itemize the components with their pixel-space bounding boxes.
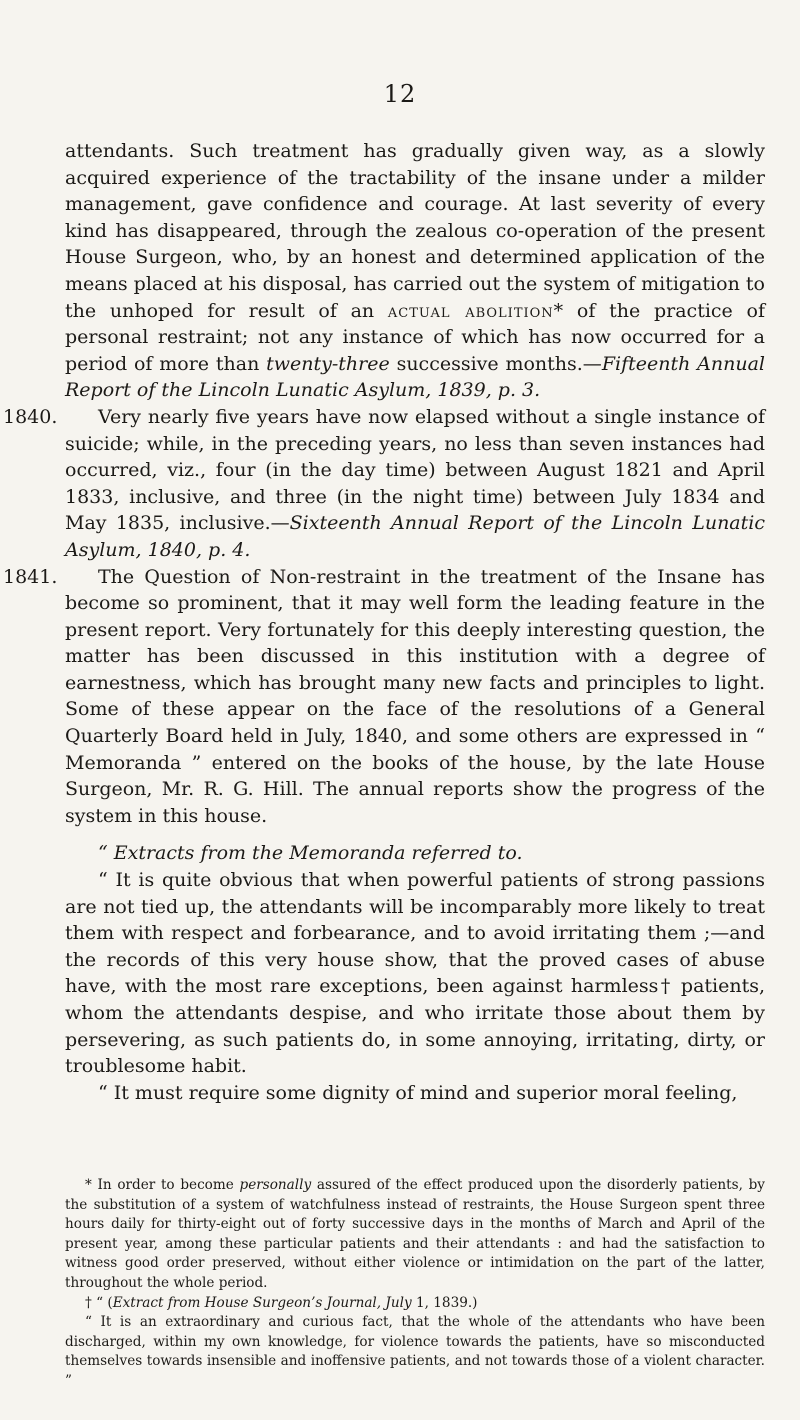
p2-text: Very nearly five years have now elapsed without a single instance of suicide; while, in the preceding years, no less than seven instances had occurred, viz., four (in the day time) between August 1821 and April 1833, inclusive, and three (in the night time) between July 1834 and May 1835, inclusive.— bbox=[65, 405, 765, 535]
fn1-emphasis: personally bbox=[239, 1177, 312, 1193]
main-text bbox=[3, 138, 766, 1106]
actual-abolition: actual abolition bbox=[387, 299, 554, 322]
year-1840: 1840. bbox=[3, 405, 58, 428]
fn1-text-b: assured of the effect produced upon the disorderly patients, by the substitution of a system of watchfulness instead of restraints, the House Surgeon spent three hours daily for thirty-eight out of forty successive days in the months of March and April of the present year, among these particular patients and their attendants : and had the satisfaction to witness good order preserved, without either violence or intimidation on the part of the latter, throughout the whole period. bbox=[65, 1177, 765, 1291]
p1-text-c: successive months.— bbox=[389, 352, 602, 375]
paragraph-1841 bbox=[3, 564, 765, 830]
footnotes bbox=[65, 1176, 765, 1392]
page-number: 12 bbox=[383, 80, 417, 108]
p4-text-b: patients, whom the attendants despise, and who irritate those about them by persevering, as such patients do, in some annoying, irritating, dirty, or troublesome habit. bbox=[65, 975, 766, 1078]
p3-text: The Question of Non-restraint in the treatment of the Insane has become so prominent, that it may well form the leading feature in the present report. Very fortunately for this deeply interesting question, the matter has been discussed in this institution with a degree of earnestness, which has brought many new facts and principles to light. Some of these appear on the face of the resolutions of a General Quarterly Board held in July, 1840, and some others are expressed in “ Memoranda ” entered on the books of the house, by the late House Surgeon, Mr. R. G. Hill. The annual reports show the progress of the system in this house. bbox=[65, 565, 765, 827]
paragraph-memoranda-2: “ It must require some dignity of mind and superior moral feeling, bbox=[98, 1081, 738, 1104]
paragraph-memoranda-1 bbox=[65, 867, 765, 1080]
fn2-emphasis: Extract from House Surgeon’s Journal, July bbox=[112, 1294, 412, 1311]
extracts-heading: “ Extracts from the Memoranda referred to. bbox=[98, 842, 523, 865]
footnote-asterisk bbox=[65, 1176, 765, 1294]
p4-text-a: “ It is quite obvious that when powerful patients of strong passions are not tied up, the attendants will be incomparably more likely to treat them with respect and forbearance, and to avoid irritating them ;—and the records of this very house show, that the proved cases of abuse have, with the most rare exceptions, been against harmless bbox=[65, 869, 765, 998]
footnote-dagger bbox=[65, 1294, 765, 1314]
p2-source: Sixteenth Annual Report of the Lincoln Lunatic Asylum, 1840, p. 4. bbox=[65, 512, 765, 561]
dagger-mark: † bbox=[658, 975, 673, 998]
p1-source: Fifteenth Annual Report of the Lincoln Lunatic Asylum, 1839, p. 3. bbox=[65, 352, 765, 402]
paragraph-1840 bbox=[3, 404, 765, 564]
fn2-text-a: † “ ( bbox=[85, 1294, 113, 1311]
fn2-text-b: 1, 1839.) bbox=[411, 1294, 478, 1311]
paragraph-1839 bbox=[65, 138, 765, 404]
p1-text-b: * of the practice of personal restraint; not any instance of which has now occurred for a period of more than bbox=[65, 299, 766, 375]
footnote-quote: “ It is an extraordinary and curious fact, that the whole of the attendants who have been discharged, within my own knowledge, for violence towards the patients, have so misconducted themselves towards insensible and inoffensive patients, and not towards those of a violent character. ” bbox=[65, 1314, 765, 1389]
year-1841: 1841. bbox=[3, 565, 58, 588]
spacer bbox=[65, 829, 765, 840]
p1-text-a: attendants. Such treatment has gradually given way, as a slowly acquired experience of the tractability of the insane under a milder management, gave confidence and courage. At last severity of every kind has disappeared, through the zealous co-operation of the present House Surgeon, who, by an honest and determined application of the means placed at his disposal, has carried out the system of mitigation to the unhoped for result of an bbox=[65, 140, 765, 322]
twenty-three-emphasis: twenty-three bbox=[266, 352, 390, 375]
fn1-text-a: * In order to become bbox=[85, 1177, 240, 1193]
